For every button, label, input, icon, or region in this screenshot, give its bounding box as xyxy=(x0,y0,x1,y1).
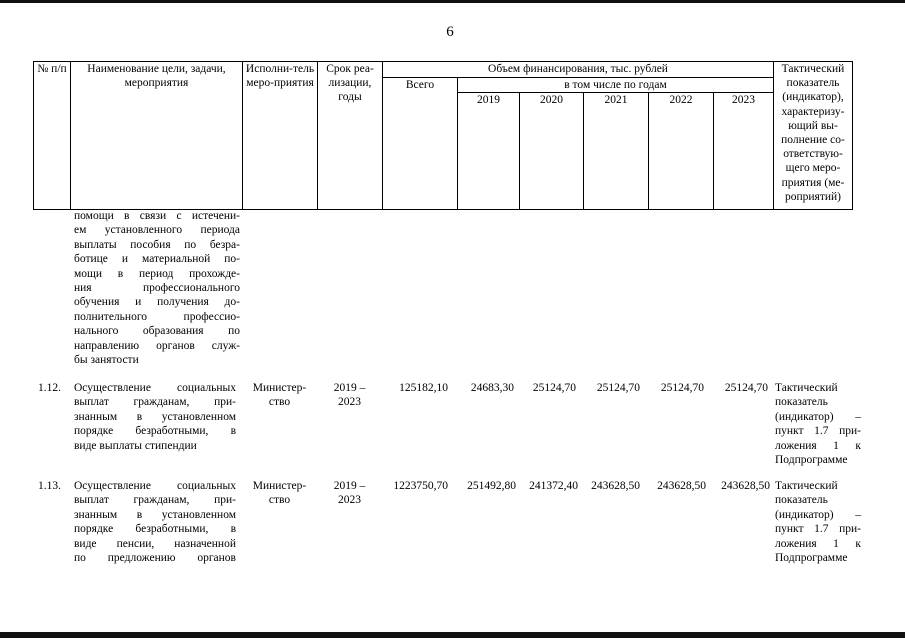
row-2021: 243628,50 xyxy=(591,480,640,492)
row-executor: Министер- ство xyxy=(252,382,307,409)
header-year-2023: 2023 xyxy=(714,93,774,210)
bottom-border-line xyxy=(0,632,905,638)
page-number: 6 xyxy=(446,24,454,40)
row-2023: 243628,50 xyxy=(721,480,770,492)
header-executor: Исполни-тель меро-приятия xyxy=(243,62,318,210)
header-indicator: Тактический показатель (индикатор), характеризу-ющий вы-полнение со-ответствую-щего меро-приятия (ме-роприятий) xyxy=(774,62,853,210)
header-by-years: в том числе по годам xyxy=(458,78,774,93)
row-2021: 25124,70 xyxy=(596,382,640,394)
header-year-2020: 2020 xyxy=(520,93,584,210)
row-name: Осуществление социальных выплат гражданам, при- знанным в установленном порядке безработными, в виде пенсии, назначенной по предложению органов xyxy=(74,480,236,565)
row-2019: 24683,30 xyxy=(470,382,514,394)
header-year-2021: 2021 xyxy=(584,93,649,210)
row-num: 1.13. xyxy=(38,480,61,492)
header-name: Наименование цели, задачи, мероприятия xyxy=(71,62,243,210)
row-2020: 25124,70 xyxy=(532,382,576,394)
row-num: 1.12. xyxy=(38,382,61,394)
row-name: Осуществление социальных выплат гражданам, при- знанным в установленном порядке безработными, в виде выплаты стипендии xyxy=(74,382,236,452)
header-year-2019: 2019 xyxy=(458,93,520,210)
row-indicator: Тактический показатель (индикатор) – пункт 1.7 при- ложения 1 к Подпрограмме xyxy=(775,480,861,565)
row-2020: 241372,40 xyxy=(529,480,578,492)
row-2022: 243628,50 xyxy=(657,480,706,492)
row-total: 1223750,70 xyxy=(393,480,448,492)
header-funding: Объем финансирования, тыс. рублей xyxy=(383,62,774,78)
header-term: Срок реа-лизации, годы xyxy=(318,62,383,210)
row-term: 2019 – 2023 xyxy=(333,382,366,409)
row-2019: 251492,80 xyxy=(467,480,516,492)
row-total: 125182,10 xyxy=(399,382,448,394)
row-indicator: Тактический показатель (индикатор) – пункт 1.7 при- ложения 1 к Подпрограмме xyxy=(775,382,861,467)
row-executor: Министер- ство xyxy=(252,480,307,507)
row-term: 2019 – 2023 xyxy=(333,480,366,507)
continuation-text: помощи в связи с истечени- ем установленного периода выплаты пособия по безра- ботице и материальной по- мощи в период прохожде- ния профессионального обучения и получения до- полнительного профессио- нального образования по направлению органов служ- бы занятости xyxy=(74,210,240,367)
row-2023: 25124,70 xyxy=(724,382,768,394)
row-2022: 25124,70 xyxy=(660,382,704,394)
top-border-line xyxy=(0,0,905,3)
table-header xyxy=(33,61,853,210)
header-year-2022: 2022 xyxy=(649,93,714,210)
header-num: № п/п xyxy=(34,62,71,210)
header-total: Всего xyxy=(383,78,458,210)
